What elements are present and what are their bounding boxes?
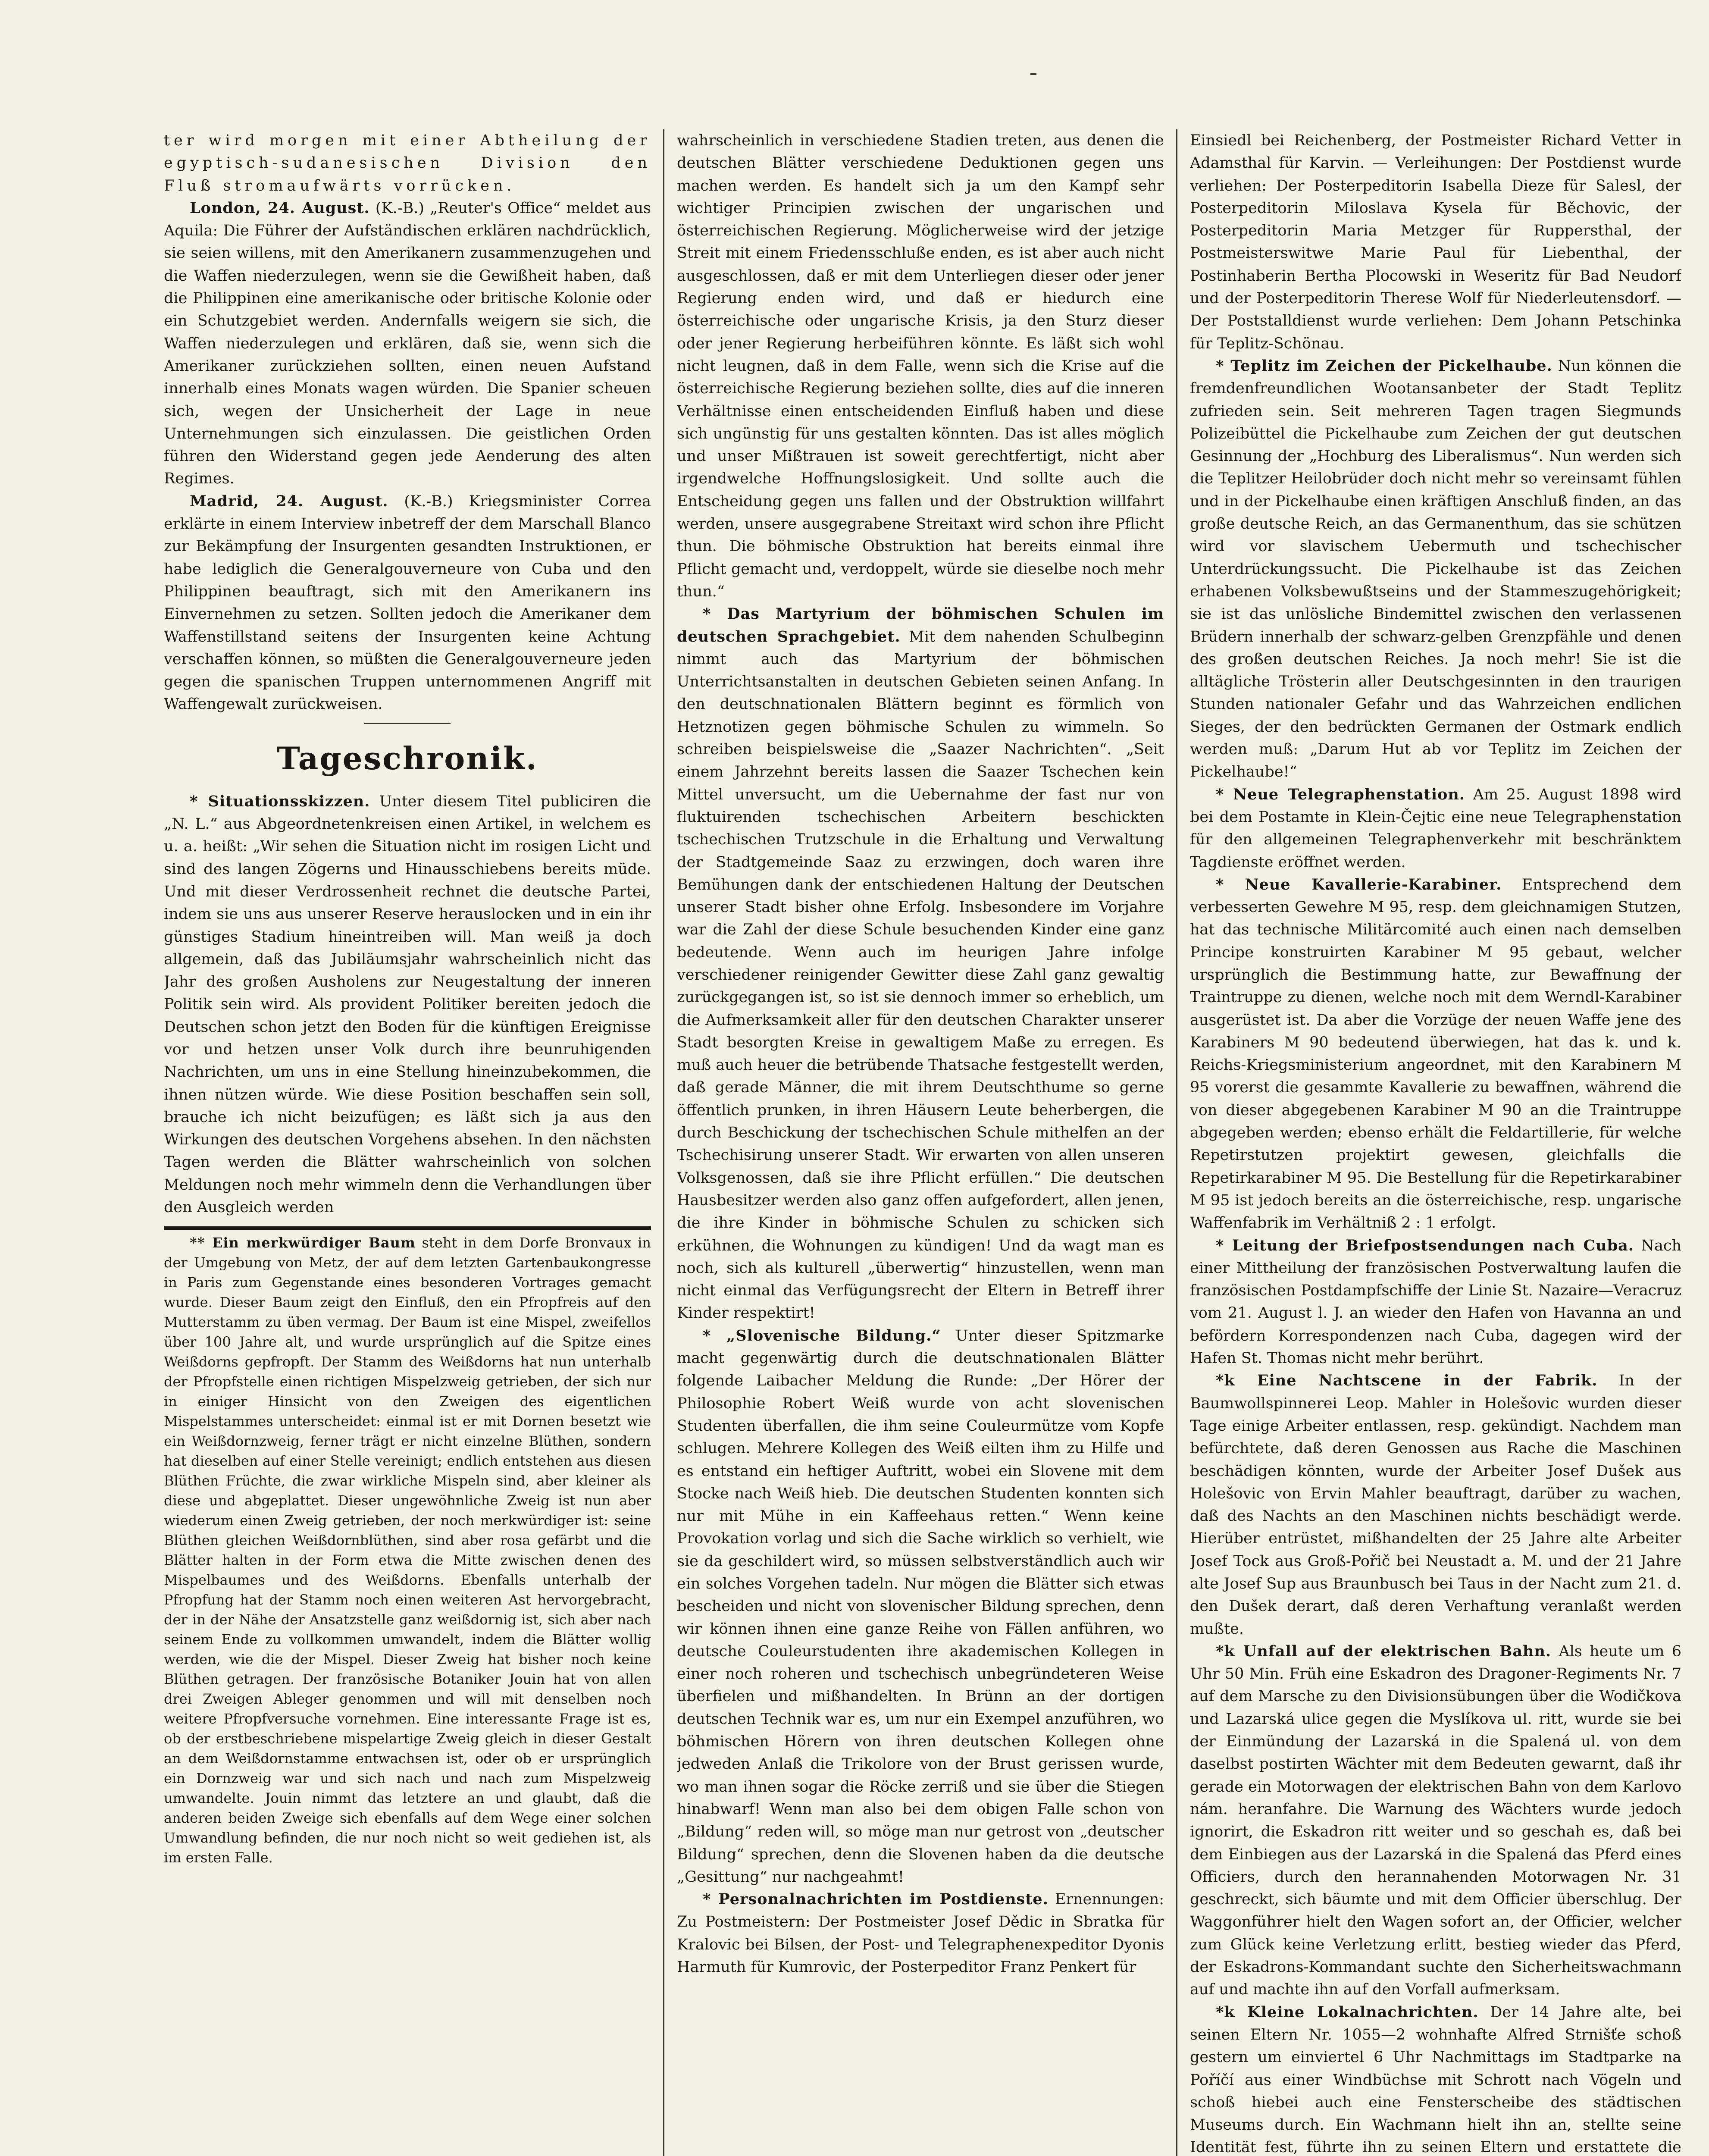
- article-body: Entsprechend dem verbesserten Gewehre M 95, resp. dem gleichnamigen Stutzen, hat das technische Militärcomité auch einen nach demselben Principe konstruirten Karabiner M 95 gebaut, welcher ursprünglich die Bestimmung hatte, zur Bewaffnung der Traintruppe zu dienen, welche noch mit dem Werndl-Karabiner ausgerüstet ist. Da aber die Vorzüge der neuen Waffe jene des Karabiners M 90 bedeutend überwiegen, hat das k. und k. Reichs-Kriegsministerium angeordnet, mit den Karabinern M 95 vorerst die gesammte Kavallerie zu bewaffnen, während die von dieser abgegebenen Karabiner M 90 an die Traintruppe abgegeben werden; ebenso erhält die Feldartillerie, für welche Repetirstutzen projektirt gewesen, gleichfalls die Repetirkarabiner M 95. Die Bestellung für die Repetirkarabiner M 95 ist jedoch bereits an die österreichische, resp. ungarische Waffenfabrik im Verhältniß 2 : 1 erfolgt.: [1190, 876, 1681, 1232]
- article-telegraphenstation: [1190, 783, 1681, 874]
- article-headline: * Neue Kavallerie-Karabiner.: [1216, 875, 1502, 893]
- article-headline: *k Eine Nachtscene in der Fabrik.: [1216, 1372, 1598, 1390]
- feuilleton-divider: [164, 1226, 651, 1230]
- column-rule: [663, 129, 664, 2156]
- dateline: Madrid, 24. August.: [190, 492, 388, 510]
- article-body: Unter diesem Titel publiciren die „N. L.“ aus Abgeordnetenkreisen einen Artikel, in welchem es u. a. heißt: „Wir sehen die Situation nicht im rosigen Licht und sind des langen Zögerns und Hinausschiebens bereits müde. Und mit dieser Verdrossenheit rechnet die deutsche Partei, indem sie uns aus unserer Reserve herauslocken und in ein ihr günstiges Stadium hineintreiben will. Man weiß ja doch allgemein, daß das Jubiläumsjahr wahrscheinlich nicht das Jahr des großen Ausholens zur Neugestaltung der inneren Politik sein wird. Als provident Politiker bereiten jedoch die Deutschen schon jetzt den Boden für die künftigen Ereignisse vor und hetzen unser Volk durch ihre beunruhigenden Nachrichten, um uns in eine Stellung hineinzubekommen, die ihnen nützen würde. Wie diese Position beschaffen sein soll, brauche ich nicht beizufügen; es läßt sich ja aus den Wirkungen des deutschen Vorgehens absehen. In den nächsten Tagen werden die Blätter wahrscheinlich von solchen Meldungen noch mehr wimmeln denn die Verhandlungen über den Ausgleich werden: [164, 793, 651, 1216]
- article-nachtscene: [1190, 1369, 1681, 1640]
- article-body: In der Baumwollspinnerei Leop. Mahler in Holešovic wurden dieser Tage einige Arbeiter entlassen, resp. gekündigt. Nachdem man befürchtete, daß deren Genossen aus Rache die Maschinen beschädigen könnten, wurde der Arbeiter Josef Dušek aus Holešovic von Ervin Mahler beauftragt, darüber zu wachen, daß des Nachts an den Maschinen nichts beschädigt werde. Hierüber entrüstet, mißhandelten der 25 Jahre alte Arbeiter Josef Tock aus Groß-Pořič bei Neustadt a. M. und der 21 Jahre alte Josef Sup aus Braunbusch bei Taus in der Nacht zum 21. d. den Dušek derart, daß deren Verhaftung veranlaßt werden mußte.: [1190, 1372, 1681, 1638]
- article-body: Der 14 Jahre alte, bei seinen Eltern Nr. 1055—2 wohnhafte Alfred Strnišťe schoß gestern um einviertel 6 Uhr Nachmittags im Stadtparke na Poříčí aus einer Windbüchse mit Schrott nach Vögeln und schoß hiebei auch eine Fensterscheibe des städtischen Museums durch. Ein Wachmann hielt ihn an, stellte seine Identität fest, führte ihn zu seinen Eltern und erstattete die: [1190, 2003, 1681, 2156]
- article-headline: * Neue Telegraphenstation.: [1216, 785, 1465, 803]
- article-situationsskizzen: [164, 790, 651, 1219]
- article-london: [164, 197, 651, 490]
- article-personalnachrichten: [677, 1888, 1164, 1978]
- article-body: Nach einer Mittheilung der französischen Postverwaltung laufen die französischen Postdampfschiffe der Linie St. Nazaire—Veracruz vom 21. August l. J. an wieder den Hafen von Havanna an und befördern Korrespondenzen nach Cuba, dagegen wird der Hafen St. Thomas nicht mehr berührt.: [1190, 1237, 1681, 1367]
- dateline: London, 24. August.: [190, 199, 370, 217]
- article-slovenische-bildung: [677, 1325, 1164, 1888]
- column-3: [1190, 129, 1681, 2156]
- article-madrid: [164, 490, 651, 716]
- article-continuation: wahrscheinlich in verschiedene Stadien treten, aus denen die deutschen Blätter verschiedene Deduktionen gegen uns machen werden. Es handelt sich ja um den Kampf sehr wichtiger Principien zwischen der ungarischen und österreichischen Regierung. Möglicherweise wird der jetzige Streit mit einem Friedensschluße enden, es ist aber auch nicht ausgeschlossen, daß er mit dem Unterliegen dieser oder jener Regierung enden wird, und daß er hiedurch eine österreichische oder ungarische Krisis, ja den Sturz dieser oder jener Regierung herbeiführen könnte. Es läßt sich wohl nicht leugnen, daß in dem Falle, wenn sich die Krise auf die österreichische Regierung beziehen sollte, dies auf die inneren Verhältnisse einen entscheidenden Einfluß haben und diese sich ungünstig für uns gestalten könnten. Das ist alles möglich und unser Mißtrauen ist soweit gerechtfertigt, nicht aber irgendwelche Hoffnungslosigkeit. Und sollte auch die Entscheidung gegen uns fallen und der Obstruktion willfahrt werden, unsere ausgegrabene Streitaxt wird schon ihre Pflicht thun. Die böhmische Obstruktion hat bereits einmal ihre Pflicht gemacht und, verdoppelt, würde sie dieselbe noch mehr thun.“: [677, 132, 1164, 600]
- article-baum: [164, 1233, 651, 1868]
- article-body: Mit dem nahenden Schulbeginn nimmt auch das Martyrium der böhmischen Unterrichtsanstalten in deutschen Gebieten seinen Anfang. In den deutschnationalen Blättern beginnt es förmlich von Hetznotizen gegen böhmische Schulen zu wimmeln. So schreiben beispielsweise die „Saazer Nachrichten“. „Seit einem Jahrzehnt bereits lassen die Saazer Tschechen kein Mittel unversucht, um die Uebernahme der fast nur von fluktuirenden tschechischen Arbeitern beschickten tschechischen Trutzschule in die Erhaltung und Verwaltung der Stadtgemeinde Saaz zu erzwingen, doch waren ihre Bemühungen dank der entschiedenen Haltung der Deutschen unserer Stadt bisher ohne Erfolg. Insbesondere im Vorjahre war die Zahl der diese Schule besuchenden Kinder eine ganz bedeutende. Wenn auch im heurigen Jahre infolge verschiedener reinigender Gewitter diese Zahl ganz gewaltig zurückgegangen ist, so ist sie dennoch immer so erheblich, um die Aufmerksamkeit aller für den deutschen Charakter unserer Stadt besorgten Kreise in gewaltigem Maße zu erregen. Es muß auch heuer die betrübende Thatsache festgestellt werden, daß gerade Männer, die mit ihrem Deutschthume so gerne öffentlich prunken, in ihren Häusern Leute beherbergen, die durch Beschickung der tschechischen Schule mithelfen an der Tschechisirung unserer Stadt. Wir erwarten von allen unseren Volksgenossen, daß sie ihre Pflicht erfüllen.“ Die deutschen Hausbesitzer werden also ganz offen aufgefordert, allen jenen, die ihre Kinder in böhmische Schulen zu schicken sich erkühnen, die Wohnungen zu kündigen! Und da wagt man es noch, sich als kulturell „überwertig“ hinzustellen, wenn man nicht einmal das Verfügungsrecht der Eltern in Betreff ihrer Kinder respektirt!: [677, 628, 1164, 1322]
- article-headline: ** Ein merkwürdiger Baum: [190, 1235, 416, 1251]
- article-body: (K.-B.) Kriegsminister Correa erklärte in einem Interview inbetreff der dem Marschall Blanco zur Bekämpfung der Insurgenten gesandten Instruktionen, er habe lediglich die Generalgouverneure von Cuba und den Philippinen beauftragt, sich mit den Amerikanern ins Einvernehmen zu setzen. Sollten jedoch die Amerikaner dem Waffenstillstand seitens der Insurgenten keine Achtung verschaffen können, so müßten die Generalgouverneure jeden gegen die spanischen Truppen unternommenen Angriff mit Waffengewalt zurückweisen.: [164, 492, 651, 713]
- section-divider: [364, 723, 451, 724]
- article-body: (K.-B.) „Reuter's Office“ meldet aus Aquila: Die Führer der Aufständischen erklären nachdrücklich, sie seien willens, mit den Amerikanern zusammenzugehen und die Waffen niederzulegen, wenn sie die Gewißheit haben, daß die Philippinen eine amerikanische oder britische Kolonie oder ein Schutzgebiet werden. Andernfalls weigern sie sich, die Waffen niederzulegen und erklären, daß sie, wenn sich die Amerikaner zurückziehen sollten, einen neuen Aufstand innerhalb eines Monats wagen würden. Die Spanier scheuen sich, wegen der Unsicherheit der Lage in neue Unternehmungen sich einzulassen. Die geistlichen Orden führen den Widerstand gegen jede Aenderung des alten Regimes.: [164, 199, 651, 488]
- article-headline: * Teplitz im Zeichen der Pickelhaube.: [1216, 357, 1552, 375]
- article-karabiner: [1190, 874, 1681, 1235]
- article-headline: * Das Martyrium der böhmischen Schulen im deutschen Sprachgebiet.: [677, 605, 1164, 646]
- article-martyrium: [677, 603, 1164, 1325]
- article-body: Ernennungen: Zu Postmeistern: Der Postmeister Josef Dědic in Sbratka für Kralovic bei Bilsen, der Post- und Telegraphenexpeditor Dyonis Harmuth für Kumrovic, der Posterpeditor Franz Penkert für: [677, 1891, 1164, 1976]
- article-headline: * Situationsskizzen.: [190, 792, 370, 810]
- article-body: Am 25. August 1898 wird bei dem Postamte in Klein-Čejtic eine neue Telegraphenstation für den allgemeinen Telegraphenverkehr mit beschränktem Tagdienste eröffnet werden.: [1190, 786, 1681, 871]
- article-body: Nun können die fremdenfreundlichen Wootansanbeter der Stadt Teplitz zufrieden sein. Seit mehreren Tagen tragen Siegmunds Polizeibüttel die Pickelhaube zum Zeichen der gut deutschen Gesinnung der „Hochburg des Liberalismus“. Nun werden sich die Teplitzer Heilobrüder doch nicht mehr so vereinsamt fühlen und in der Pickelhaube einen kräftigen Anschluß finden, an das große deutsche Reich, an das Germanenthum, das sie schützen wird vor slavischem Uebermuth und tschechischer Unterdrückungssucht. Die Pickelhaube ist das Zeichen erhabenen Volksbewußtseins und der Stammeszugehörigkeit; sie ist das unlösliche Bindemittel zwischen den verlassenen Brüdern innerhalb der schwarz-gelben Grenzpfähle und denen des großen deutschen Reiches. Ja noch mehr! Sie ist die alltägliche Trösterin aller Deutschgesinnten in den traurigen Stunden nationaler Gefahr und das Wahrzeichen endlichen Sieges, der den bedrückten Germanen der Ostmark endlich werden muß: „Darum Hut ab vor Teplitz im Zeichen der Pickelhaube!“: [1190, 357, 1681, 781]
- article-headline: *k Unfall auf der elektrischen Bahn.: [1216, 1642, 1552, 1660]
- article-unfall: [1190, 1640, 1681, 2001]
- newspaper-page: [164, 129, 1690, 2156]
- column-2: [677, 129, 1164, 2156]
- print-mark: [1030, 73, 1036, 75]
- article-body: steht in dem Dorfe Bronvaux in der Umgebung von Metz, der auf dem letzten Gartenbaukongresse in Paris zum Gegenstande eines besonderen Vortrages gemacht wurde. Dieser Baum zeigt den Einfluß, den ein Pfropfreis auf den Mutterstamm zu üben vermag. Der Baum ist eine Mispel, zweifellos über 100 Jahre alt, und wurde ursprünglich auf die Spitze eines Weißdorns gepfropft. Der Stamm des Weißdorns hat nun unterhalb der Pfropfstelle einen richtigen Mispelzweig getrieben, der sich nur in einiger Hinsicht von den Zweigen des eigentlichen Mispelstammes unterscheidet: einmal ist er mit Dornen besetzt wie ein Weißdornzweig, ferner trägt er nicht einzelne Blüthen, sondern hat dieselben auf einer Stelle vereinigt; endlich entstehen aus diesen Blüthen Früchte, die zwar wirkliche Mispeln sind, aber kleiner als diese und abgeplattet. Dieser ungewöhnliche Zweig ist nun aber wiederum einen Zweig getrieben, der noch merkwürdiger ist: seine Blüthen gleichen Weißdornblüthen, sind aber rosa gefärbt und die Blätter halten in der Form etwa die Mitte zwischen denen des Mispelbaumes und des Weißdorns. Ebenfalls unterhalb der Pfropfung hat der Stamm noch einen weiteren Ast hervorgebracht, der in der Nähe der Ansatzstelle ganz weißdornig ist, sich aber nach seinem Ende zu vollkommen umwandelt, indem die Blätter wollig werden, wie die der Mispel. Dieser Zweig hat bisher noch keine Blüthen getragen. Der französische Botaniker Jouin hat von allen drei Zweigen Ableger genommen und will mit denselben noch weitere Pfropfversuche vornehmen. Eine interessante Frage ist es, ob der erstbeschriebene mispelartige Zweig gleich in dieser Gestalt an dem Weißdornstamme entwachsen ist, oder ob er ursprünglich ein Dornzweig war und sich nach und nach zum Mispelzweig umwandelte. Jouin nimmt das letztere an und glaubt, daß die anderen beiden Zweige sich ebenfalls auf dem Wege einer solchen Umwandlung befinden, die nur noch nicht so weit gediehen ist, als im ersten Falle.: [164, 1235, 651, 1866]
- column-rule: [1176, 129, 1177, 2156]
- article-body: Unter dieser Spitzmarke macht gegenwärtig durch die deutschnationalen Blätter folgende Laibacher Meldung die Runde: „Der Hörer der Philosophie Robert Weiß wurde von acht slovenischen Studenten überfallen, die ihm seine Couleurmütze vom Kopfe schlugen. Mehrere Kollegen des Weiß eilten ihm zu Hilfe und es entstand ein heftiger Auftritt, wobei ein Slovene mit dem Stocke nach Weiß hieb. Die deutschen Studenten konnten sich nur mit Mühe in ein Kaffeehaus retten.“ Wenn keine Provokation vorlag und sich die Sache wirklich so verhielt, wie sie da geschildert wird, so müssen selbstverständlich auch wir ein solches Vorgehen tadeln. Nur mögen die Blätter sich etwas bescheiden und nicht von slovenischer Bildung sprechen, denn wir können ihnen eine ganze Reihe von Fällen anführen, wo deutsche Couleurstudenten ihre akademischen Kollegen in einer noch roheren und tschechisch unbegründeteren Weise überfielen und mißhandelten. In Brünn an der dortigen deutschen Technik war es, um nur ein Exempel anzuführen, wo böhmischen Hörern von ihren deutschen Kollegen ohne jedweden Anlaß die Trikolore von der Brust gerissen wurde, wo man ihnen sogar die Röcke zerriß und sie über die Stiegen hinabwarf! Wenn man also bei dem obigen Falle schon von „Bildung“ reden will, so möge man nur getrost von „deutscher Bildung“ sprechen, denn die Slovenen haben da die deutsche „Gesittung“ nur nachgeahmt!: [677, 1327, 1164, 1886]
- article-lokalnachrichten: [1190, 2001, 1681, 2156]
- article-continuation: ter wird morgen mit einer Abtheilung der egyptisch-sudanesischen Division den Fluß stromaufwärts vorrücken.: [164, 132, 651, 194]
- article-continuation: Einsiedl bei Reichenberg, der Postmeister Richard Vetter in Adamsthal für Karvin. — Verleihungen: Der Postdienst wurde verliehen: Der Posterpeditorin Isabella Dieze für Salesl, der Posterpeditorin Miloslava Kysela für Běchovic, der Posterpeditorin Maria Metzger für Ruppersthal, der Postmeisterswitwe Marie Paul für Liebenthal, der Postinhaberin Bertha Plocowski in Weseritz für Bad Neudorf und der Posterpeditorin Therese Wolf für Niederleutensdorf. — Der Poststalldienst wurde verliehen: Dem Johann Petschinka für Teplitz-Schönau.: [1190, 132, 1681, 352]
- article-headline: * Personalnachrichten im Postdienste.: [703, 1890, 1049, 1908]
- article-cuba: [1190, 1235, 1681, 1370]
- section-title: Tageschronik.: [277, 740, 538, 777]
- article-headline: * „Slovenische Bildung.“: [703, 1326, 941, 1344]
- article-body: Als heute um 6 Uhr 50 Min. Früh eine Eskadron des Dragoner-Regiments Nr. 7 auf dem Marsche zu den Divisionsübungen über die Wodičkova und Lazarská ulice gegen die Myslíkova ul. ritt, wurde sie bei der Einmündung der Lazarská in die Spalená ul. von dem daselbst postirten Wächter mit dem Bedeuten gewarnt, daß ihr gerade ein Motorwagen der elektrischen Bahn von dem Karlovo nám. heranfahre. Die Warnung des Wächters wurde jedoch ignorirt, die Eskadron ritt weiter und so geschah es, daß bei dem Einbiegen aus der Lazarská in die Spalená das Pferd eines Officiers, durch den herannahenden Motorwagen Nr. 31 geschreckt, sich bäumte und mit dem Officier überschlug. Der Waggonführer hielt den Wagen sofort an, der Officier, welcher zum Glück keine Verletzung erlitt, bestieg wieder das Pferd, der Eskadrons-Kommandant suchte den Sicherheitswachmann auf und machte ihn auf den Vorfall aufmerksam.: [1190, 1642, 1681, 1999]
- article-headline: *k Kleine Lokalnachrichten.: [1216, 2003, 1479, 2021]
- column-1: [164, 129, 651, 2156]
- article-teplitz: [1190, 355, 1681, 783]
- article-headline: * Leitung der Briefpostsendungen nach Cuba.: [1216, 1236, 1634, 1254]
